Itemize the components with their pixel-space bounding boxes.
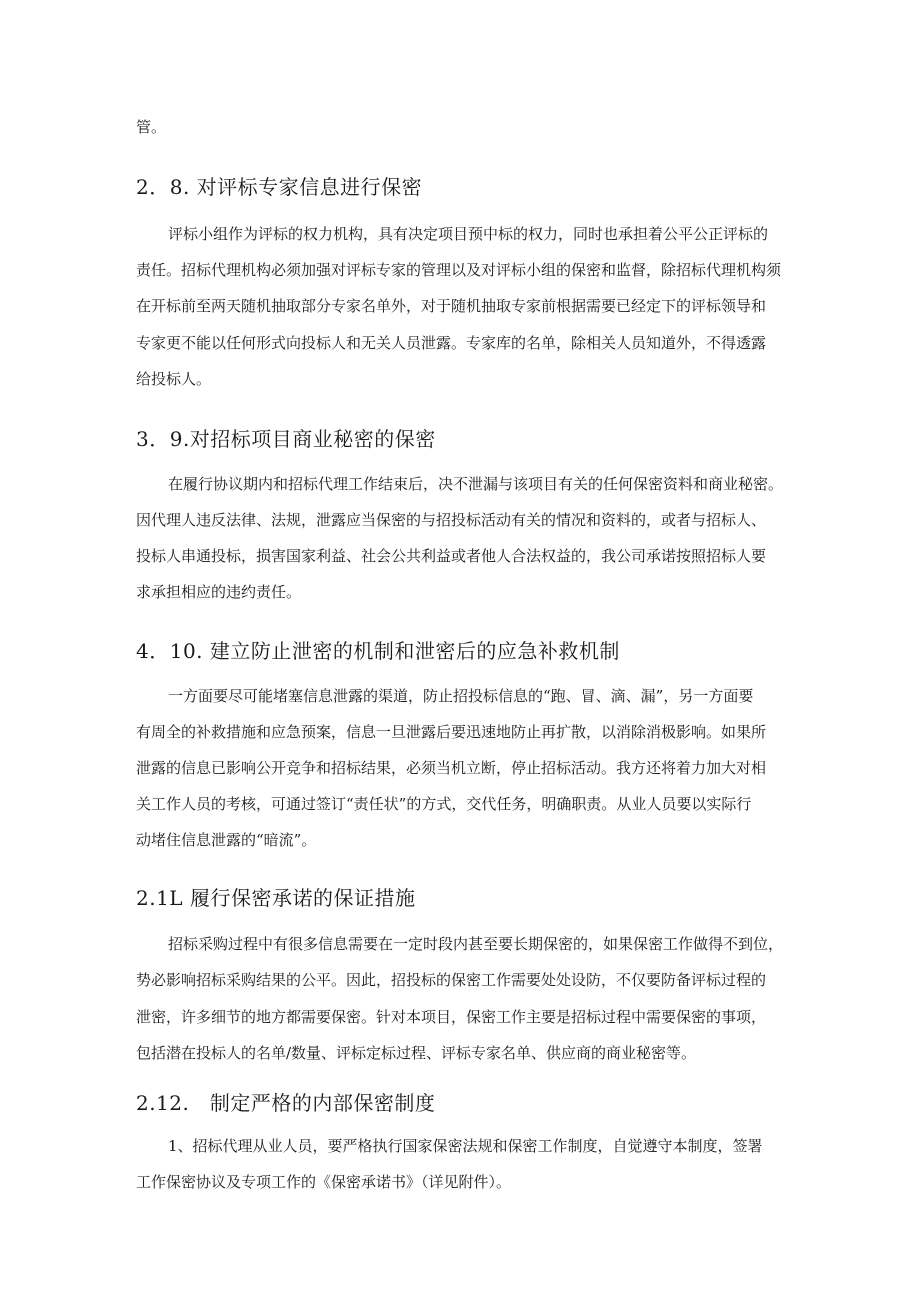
- paragraph-line: 势必影响招标采购结果的公平。因此，招投标的保密工作需要处处设防，不仅要防备评标过程的: [136, 971, 767, 989]
- paragraph-line: 因代理人违反法律、法规，泄露应当保密的与招投标活动有关的情况和资料的，或者与招标人、: [136, 511, 767, 529]
- paragraph-line: 关工作人员的考核，可通过签订“责任状”的方式，交代任务，明确职责。从业人员要以实际行: [136, 795, 752, 813]
- paragraph-line: 责任。招标代理机构必须加强对评标专家的管理以及对评标小组的保密和监督，除招标代理机构须: [136, 261, 782, 279]
- paragraph-line: 求承担相应的违约责任。: [136, 583, 302, 601]
- paragraph-line: 在履行协议期内和招标代理工作结束后，决不泄漏与该项目有关的任何保密资料和商业秘密。: [168, 475, 784, 493]
- paragraph-line: 招标采购过程中有很多信息需要在一定时段内甚至要长期保密的，如果保密工作做得不到位，: [168, 935, 784, 953]
- paragraph-line: 给投标人。: [136, 370, 212, 388]
- paragraph-line: 有周全的补救措施和应急预案，信息一旦泄露后要迅速地防止再扩散，以消除消极影响。如果所: [136, 723, 767, 741]
- paragraph-line: 包括潜在投标人的名单/数量、评标定标过程、评标专家名单、供应商的商业秘密等。: [136, 1044, 697, 1062]
- paragraph-line: 动堵住信息泄露的“暗流”。: [136, 831, 317, 849]
- paragraph-line: 工作保密协议及专项工作的《保密承诺书》（详见附件）。: [136, 1173, 512, 1191]
- paragraph-line: 专家更不能以任何形式向投标人和无关人员泄露。专家库的名单，除相关人员知道外，不得透露: [136, 334, 767, 352]
- section-heading-leak-prevention: 4．10. 建立防止泄密的机制和泄密后的应急补救机制: [136, 639, 620, 663]
- paragraph-line: 评标小组作为评标的权力机构，具有决定项目预中标的权力，同时也承担着公平公正评标的: [168, 225, 769, 243]
- paragraph-line: 一方面要尽可能堵塞信息泄露的渠道，防止招投标信息的“跑、冒、滴、漏”，另一方面要: [168, 687, 754, 705]
- section-heading-internal-rules: 2.12. 制定严格的内部保密制度: [136, 1091, 436, 1115]
- fragment-line: 管。: [136, 118, 167, 136]
- section-heading-commercial-secrets: 3．9.对招标项目商业秘密的保密: [136, 427, 436, 451]
- section-heading-expert-info: 2．8. 对评标专家信息进行保密: [136, 175, 423, 199]
- paragraph-line: 1、招标代理从业人员，要严格执行国家保密法规和保密工作制度，自觉遵守本制度，签署: [168, 1137, 763, 1155]
- paragraph-line: 在开标前至两天随机抽取部分专家名单外，对于随机抽取专家前根据需要已经定下的评标领导和: [136, 297, 767, 315]
- paragraph-line: 投标人串通投标，损害国家利益、社会公共利益或者他人合法权益的，我公司承诺按照招标人要: [136, 547, 767, 565]
- section-heading-confidentiality-measures: 2.1L 履行保密承诺的保证措施: [136, 886, 416, 910]
- paragraph-line: 泄密，许多细节的地方都需要保密。针对本项目，保密工作主要是招标过程中需要保密的事项，: [136, 1008, 767, 1026]
- paragraph-line: 泄露的信息已影响公开竞争和招标结果，必须当机立断，停止招标活动。我方还将着力加大对相: [136, 759, 767, 777]
